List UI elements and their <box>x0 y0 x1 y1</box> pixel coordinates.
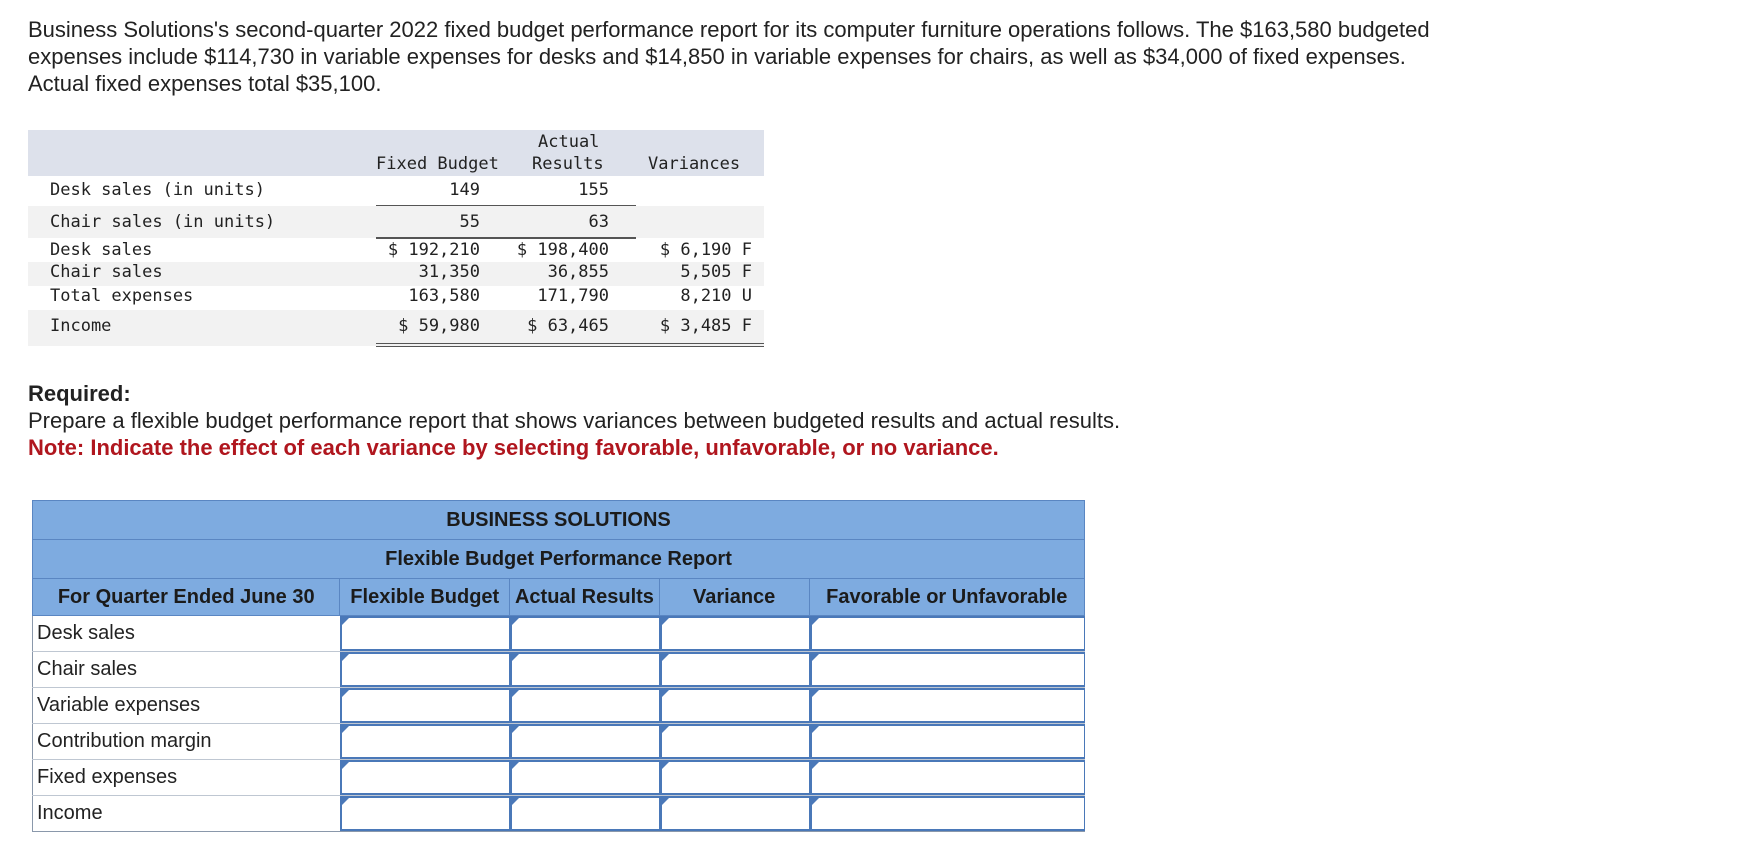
given-variance-value: $ 6,190 F <box>659 240 752 260</box>
fav-unfav-select[interactable] <box>810 760 1085 795</box>
actual-results-input[interactable] <box>510 724 660 759</box>
given-actual-value: 63 <box>588 212 609 232</box>
given-variance-value: 8,210 U <box>680 286 752 306</box>
actual-results-input[interactable] <box>510 616 660 651</box>
row-label: Variable expenses <box>32 688 340 723</box>
given-row-label: Desk sales <box>50 240 153 260</box>
variance-input[interactable] <box>660 616 810 651</box>
given-actual-value: 36,855 <box>547 262 609 282</box>
col-header-flexible-budget: Flexible Budget <box>340 579 510 615</box>
actual-results-input[interactable] <box>510 652 660 687</box>
flexible-budget-input[interactable] <box>340 796 510 831</box>
header-fixed-budget: Fixed Budget <box>376 154 499 174</box>
col-header-period: For Quarter Ended June 30 <box>33 579 340 615</box>
given-actual-value: $ 63,465 <box>527 316 609 336</box>
given-row <box>28 310 764 346</box>
fav-unfav-select[interactable] <box>810 616 1085 651</box>
given-row <box>28 262 764 286</box>
given-fixed-value: $ 192,210 <box>387 240 480 260</box>
given-fixed-value: 149 <box>449 180 480 200</box>
actual-results-input[interactable] <box>510 688 660 723</box>
given-fixed-value: 55 <box>459 212 480 232</box>
required-title: Required: <box>28 381 131 406</box>
row-label: Income <box>32 796 340 831</box>
given-row-label: Chair sales <box>50 262 163 282</box>
given-row <box>28 206 764 238</box>
table-row <box>32 652 1085 688</box>
actual-results-input[interactable] <box>510 760 660 795</box>
flexible-budget-input[interactable] <box>340 760 510 795</box>
fav-unfav-select[interactable] <box>810 724 1085 759</box>
header-variances: Variances <box>648 154 741 174</box>
variance-input[interactable] <box>660 796 810 831</box>
variance-input[interactable] <box>660 724 810 759</box>
variance-input[interactable] <box>660 760 810 795</box>
header-actual-line2: Results <box>532 154 604 174</box>
flexible-budget-input[interactable] <box>340 724 510 759</box>
required-section <box>28 380 1468 461</box>
fav-unfav-select[interactable] <box>810 796 1085 831</box>
actual-results-input[interactable] <box>510 796 660 831</box>
given-variance-value: $ 3,485 F <box>659 316 752 336</box>
given-actual-value: $ 198,400 <box>516 240 609 260</box>
column-header-row <box>32 579 1085 616</box>
given-actual-value: 171,790 <box>537 286 609 306</box>
required-note: Note: Indicate the effect of each variance by selecting favorable, unfavorable, or no variance. <box>28 435 999 460</box>
row-label: Fixed expenses <box>32 760 340 795</box>
flexible-budget-input[interactable] <box>340 652 510 687</box>
col-header-variance: Variance <box>660 579 810 615</box>
header-actual-line1: Actual <box>538 132 600 152</box>
table-row <box>32 616 1085 652</box>
company-name: BUSINESS SOLUTIONS <box>32 500 1085 540</box>
given-row-label: Desk sales (in units) <box>50 180 265 200</box>
table-row <box>32 688 1085 724</box>
col-header-actual-results: Actual Results <box>510 579 660 615</box>
fav-unfav-select[interactable] <box>810 688 1085 723</box>
given-header-row <box>28 130 764 176</box>
double-underline <box>376 343 764 347</box>
flexible-budget-input[interactable] <box>340 688 510 723</box>
row-label: Desk sales <box>32 616 340 651</box>
table-row <box>32 760 1085 796</box>
given-row-label: Chair sales (in units) <box>50 212 276 232</box>
given-row <box>28 176 764 206</box>
flexible-budget-table <box>32 500 1085 832</box>
fixed-budget-report <box>28 130 764 346</box>
given-actual-value: 155 <box>578 180 609 200</box>
given-row-label: Total expenses <box>50 286 194 306</box>
required-instruction: Prepare a flexible budget performance report that shows variances between budgeted results and actual results. <box>28 408 1121 433</box>
table-row <box>32 724 1085 760</box>
given-row <box>28 286 764 310</box>
variance-input[interactable] <box>660 688 810 723</box>
given-fixed-value: 31,350 <box>418 262 480 282</box>
given-variance-value: 5,505 F <box>680 262 752 282</box>
given-row-label: Income <box>50 316 112 336</box>
table-row <box>32 796 1085 832</box>
flexible-budget-input[interactable] <box>340 616 510 651</box>
col-header-fav-unfav: Favorable or Unfavorable <box>826 586 1068 608</box>
given-fixed-value: $ 59,980 <box>398 316 480 336</box>
variance-input[interactable] <box>660 652 810 687</box>
fav-unfav-select[interactable] <box>810 652 1085 687</box>
report-title: Flexible Budget Performance Report <box>32 540 1085 579</box>
problem-intro: Business Solutions's second-quarter 2022 fixed budget performance report for its computer furniture operations follows. The $163,580 budgeted expenses include $114,730 in variable expenses for desks and $14,850 in variable expenses for chairs, as well as $34,000 of fixed expenses. Actual fixed expenses total $35,100. <box>28 17 1430 96</box>
given-row <box>28 238 764 262</box>
given-fixed-value: 163,580 <box>408 286 480 306</box>
row-label: Contribution margin <box>32 724 340 759</box>
row-label: Chair sales <box>32 652 340 687</box>
